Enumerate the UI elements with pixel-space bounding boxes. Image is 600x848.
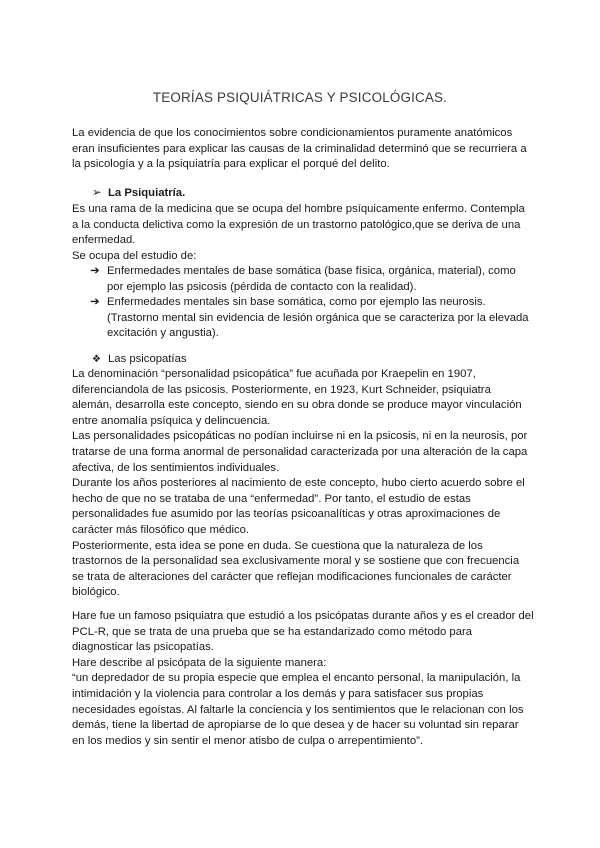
psiquiatria-definition: Es una rama de la medicina que se ocupa del hombre psíquicamente enfermo. Contempla a la conducta delictiva como la expresión de un trastorno patológico,que se deriva de una enfermedad. xyxy=(72,203,525,247)
arrow-bullet-icon: ➔ xyxy=(90,296,100,308)
hare-quote: “un depredador de su propia especie que emplea el encanto personal, la manipulación, la intimidación y la violencia para controlar a los demás y para satisfacer sus propias necesidades egoístas. Al faltarle la conciencia y los sentimientos que le relacionan con los demás, tiene la libertad de apropiarse de lo que desea y de hacer su voluntad sin reparar en los medios y sin sentir el menor atisbo de culpa o arrepentimiento”. xyxy=(72,672,524,747)
arrowhead-bullet-icon: ➢ xyxy=(92,187,102,199)
psicopatias-body xyxy=(72,367,534,601)
section-psiquiatria-heading xyxy=(92,186,185,202)
section-heading-text: La Psiquiatría. xyxy=(108,187,186,199)
list-item-text: Enfermedades mentales de base somática (base física, orgánica, material), como por ejemplo las psicosis (pérdida de contacto con la realidad). xyxy=(107,265,516,293)
list-item-text: Enfermedades mentales sin base somática, como por ejemplo las neurosis. (Trastorno mental sin evidencia de lesión orgánica que se caracteriza por la elevada excitación y angustia). xyxy=(107,296,529,340)
paragraph: Las personalidades psicopáticas no podían incluirse ni en la psicosis, ni en la neurosis, por tratarse de una forma anormal de personalidad caracterizada por una alteración de la capa afectiva, de los sentimientos individuales. xyxy=(72,430,528,474)
list-item xyxy=(90,264,530,295)
paragraph: Durante los años posteriores al nacimiento de este concepto, hubo cierto acuerdo sobre el hecho de que no se trataba de una “enfermedad”. Por tanto, el estudio de estas personalidades fue asumido por las teorías psicoanalíticas y otras aproximaciones de carácter más filosófico que médico. xyxy=(72,477,525,536)
list-item xyxy=(90,295,530,342)
hare-paragraph: Hare fue un famoso psiquiatra que estudió a los psicópatas durante años y es el creador del PCL-R, que se trata de una prueba que se ha estandarizado como método para diagnosticar las psicopatías. xyxy=(72,610,534,654)
section-psicopatias-heading xyxy=(92,352,187,368)
hare-lead: Hare describe al psicópata de la siguiente manera: xyxy=(72,656,327,669)
psiquiatria-paragraph xyxy=(72,202,534,264)
psiquiatria-lead: Se ocupa del estudio de: xyxy=(72,249,197,262)
paragraph: Posteriormente, esta idea se pone en duda. Se cuestiona que la naturaleza de los trastornos de la personalidad sea exclusivamente moral y se sostiene que con frecuencia se trata de alteraciones del carácter que reflejan modificaciones funcionales de carácter biológico. xyxy=(72,539,520,599)
intro-paragraph xyxy=(72,126,534,173)
intro-text: La evidencia de que los conocimientos sobre condicionamientos puramente anatómicos eran insuficientes para explicar las causas de la criminalidad determinó que se recurriera a la psicología y a la psiquiatría para explicar el porqué del delito. xyxy=(72,127,527,171)
document-title: TEORÍAS PSIQUIÁTRICAS Y PSICOLÓGICAS. xyxy=(152,90,448,105)
arrow-bullet-icon: ➔ xyxy=(90,265,100,277)
diamond-bullet-icon: ❖ xyxy=(92,354,101,365)
section-heading-text: Las psicopatías xyxy=(108,353,187,365)
paragraph: La denominación “personalidad psicopática” fue acuñada por Kraepelin en 1907, diferenciandola de las psicosis. Posteriormente, en 1923, Kurt Schneider, psiquiatra alemán, desarrolla este concepto, siendo en su obra donde se produce mayor vinculación entre anomalía psíquica y delincuencia. xyxy=(72,368,522,427)
hare-section xyxy=(72,609,534,749)
